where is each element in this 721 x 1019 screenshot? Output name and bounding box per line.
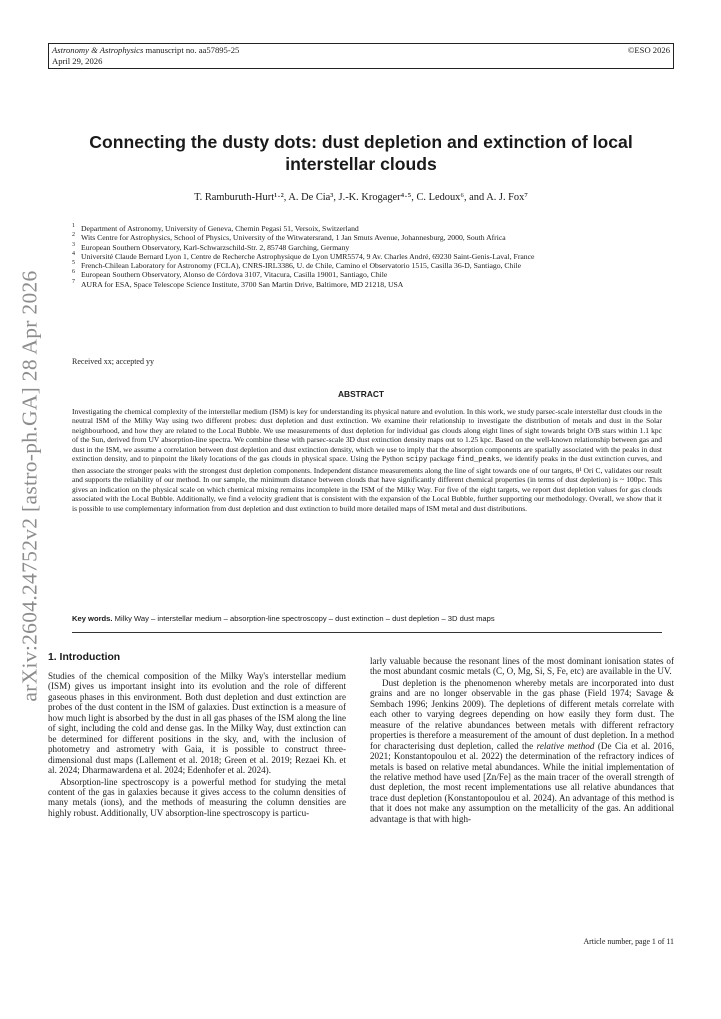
abstract-body: Investigating the chemical complexity of the interstellar medium (ISM) is key for understanding its physical nature and evolution. In this work, we study parsec-scale interstellar dust clouds in the neutral ISM of the Milky Way using two different probes: dust depletion and dust extinction. We examine their relationship to investigate the distribution of metals and dust in the Solar neighbourhood, and how they are related to the Local Bubble. We use measurements of dust depletion for individual gas clouds along eight lines of sight towards bright O/B stars within 1.1 kpc of the Sun, derived from UV absorption-line spectra. We combine these with parsec-scale 3D dust extinction density maps out to 1.25 kpc. Based on the well-known relationship between gas and dust in the ISM, we assume a correlation between dust depletion and dust extinction density, which we use to imply that the absorption components are spatially associated with the peaks in dust extinction density, and to pinpoint the likely locations of the gas clouds in physical space. Using the Python scipy package find_peaks, we identify peaks in the dust extinction curves, and then associate the stronger peaks with the strongest dust depletion components. Independent distance measurements along the line of sight towards one of our targets, θ¹ Ori C, validates our result and supports the reliability of our method. In our sample, the minimum distance between clouds that have significantly different chemical properties (in terms of dust depletion) is ~ 100pc. This gives an indication on the physical scale on which chemical mixing remains incomplete in the ISM of the Milky Way. For five of the eight targets, we report dust depletion values for gas clouds associated with the Local Bubble. Additionally, we find a velocity gradient that is consistent with the expansion of the Local Bubble, further supporting our methodology. Overall, we show that it is possible to use complementary information from dust depletion and dust extinction to build more detailed maps of ISM metal and dust distributions.	[72, 407, 663, 513]
section-heading: 1. Introduction	[48, 652, 121, 663]
manuscript-header	[48, 43, 674, 69]
affiliation-list	[72, 224, 662, 289]
abstract-heading: ABSTRACT	[337, 389, 385, 399]
code-scipy: scipy	[405, 456, 428, 465]
copyright: ©ESO 2026	[627, 45, 670, 55]
paragraph: Dust depletion is the phenomenon whereby metals are incorporated into dust grains and are no longer observable in the gas phase (Field 1974; Savage & Sembach 1996; Jenkins 2009). The depletions of different metals correlate with each other to varying degrees depending on how easily they form dust. The measure of the relative abundances between metals with different refractory properties is therefore a measurement of the amount of dust depletion. In a method for characterising dust depletion, called the relative method (De Cia et al. 2016, 2021; Konstantopoulou et al. 2022) the determination of the refractory indices of metals is based on relative metal abundances. While the initial implementation of the relative method have used [Zn/Fe] as the main tracer of the overall strength of dust depletion, the most recent implementations use all relative abundances that trace dust depletion (Konstantopoulou et al. 2024). An advantage of this method is that it does not make any assumption on the metallicity of the gas. An additional advantage is that with high-	[370, 677, 674, 824]
received-line: Received xx; accepted yy	[72, 357, 154, 366]
paper-title: Connecting the dusty dots: dust depletion and extinction of local interstellar clouds	[89, 132, 633, 174]
left-column	[48, 671, 346, 818]
paragraph: larly valuable because the resonant lines of the most dominant ionisation states of the most abundant cosmic metals (C, O, Mg, Si, S, Fe, etc) are available in the UV.	[370, 656, 674, 677]
emphasis: relative method	[536, 740, 595, 751]
divider	[72, 632, 662, 633]
right-column	[370, 656, 674, 824]
affiliation-item: 3 European Southern Observatory, Karl-Schwarzschild-Str. 2, 85748 Garching, Germany	[72, 241, 350, 252]
header-left	[52, 45, 239, 66]
affiliation-item: 4 Université Claude Bernard Lyon 1, Centre de Recherche Astrophysique de Lyon UMR5574, 9 Av. Charles André, 69230 Saint-Genis-Laval, France	[72, 250, 535, 261]
affiliation-item: 6 European Southern Observatory, Alonso de Córdova 3107, Vitacura, Casilla 19001, Santiago, Chile	[72, 269, 388, 280]
author-list: T. Ramburuth-Hurt¹·², A. De Cia³, J.-K. Krogager⁴·⁵, C. Ledoux⁶, and A. J. Fox⁷	[194, 192, 528, 203]
code-find-peaks: find_peaks	[456, 456, 500, 465]
paragraph: Absorption-line spectroscopy is a powerful method for studying the metal content of the gas in galaxies because it gives access to the column densities of many metals (ions), and the methods of measuring the column densities are highly robust. Additionally, UV absorption-line spectroscopy is particu-	[48, 776, 346, 818]
journal-name: Astronomy & Astrophysics	[52, 45, 144, 55]
manuscript-number: manuscript no. aa57895-25	[145, 45, 240, 55]
affiliation-item: 1 Department of Astronomy, University of Geneva, Chemin Pegasi 51, Versoix, Switzerland	[72, 223, 359, 233]
affiliation-item: 7 AURA for ESA, Space Telescope Science Institute, 3700 San Martin Drive, Baltimore, MD 21218, USA	[72, 278, 404, 289]
affiliation-item: 2 Wits Centre for Astrophysics, School of Physics, University of the Witwatersrand, 1 Jan Smuts Avenue, Johannesburg, 2000, South Africa	[72, 232, 506, 243]
keywords	[72, 614, 662, 623]
keywords-label: Key words.	[72, 614, 113, 623]
page-footer: Article number, page 1 of 11	[583, 937, 674, 946]
arxiv-stamp	[12, 253, 48, 718]
arxiv-id: arXiv:2604.24752v2 [astro-ph.GA] 28 Apr 2026	[17, 269, 42, 702]
paragraph: Studies of the chemical composition of the Milky Way's interstellar medium (ISM) gives us important insight into its evolution and the role of different gaseous phases in this environment. Both dust depletion and dust extinction are probes of the dust content in the ISM of galaxies. Dust extinction is a measure of how much light is absorbed by the dust in all gas phases of the ISM along the line of sight, including the cold and dense gas. In the Milky Way, dust extinction can be determined for different positions in the sky, and, with the inclusion of photometry and astrometry with Gaia, it is possible to construct three-dimensional dust maps (Lallement et al. 2018; Green et al. 2019; Rezaei Kh. et al. 2024; Dharmawardena et al. 2024; Edenhofer et al. 2024).	[48, 671, 346, 776]
manuscript-date: April 29, 2026	[52, 55, 103, 66]
keywords-text: Milky Way – interstellar medium – absorption-line spectroscopy – dust extinction – dust depletion – 3D dust maps	[114, 614, 495, 623]
affiliation-item: 5 French-Chilean Laboratory for Astronomy (FCLA), CNRS-IRL3386, U. de Chile, Camino el Observatorio 1515, Casilla 36-D, Santiago, Chile	[72, 260, 522, 271]
